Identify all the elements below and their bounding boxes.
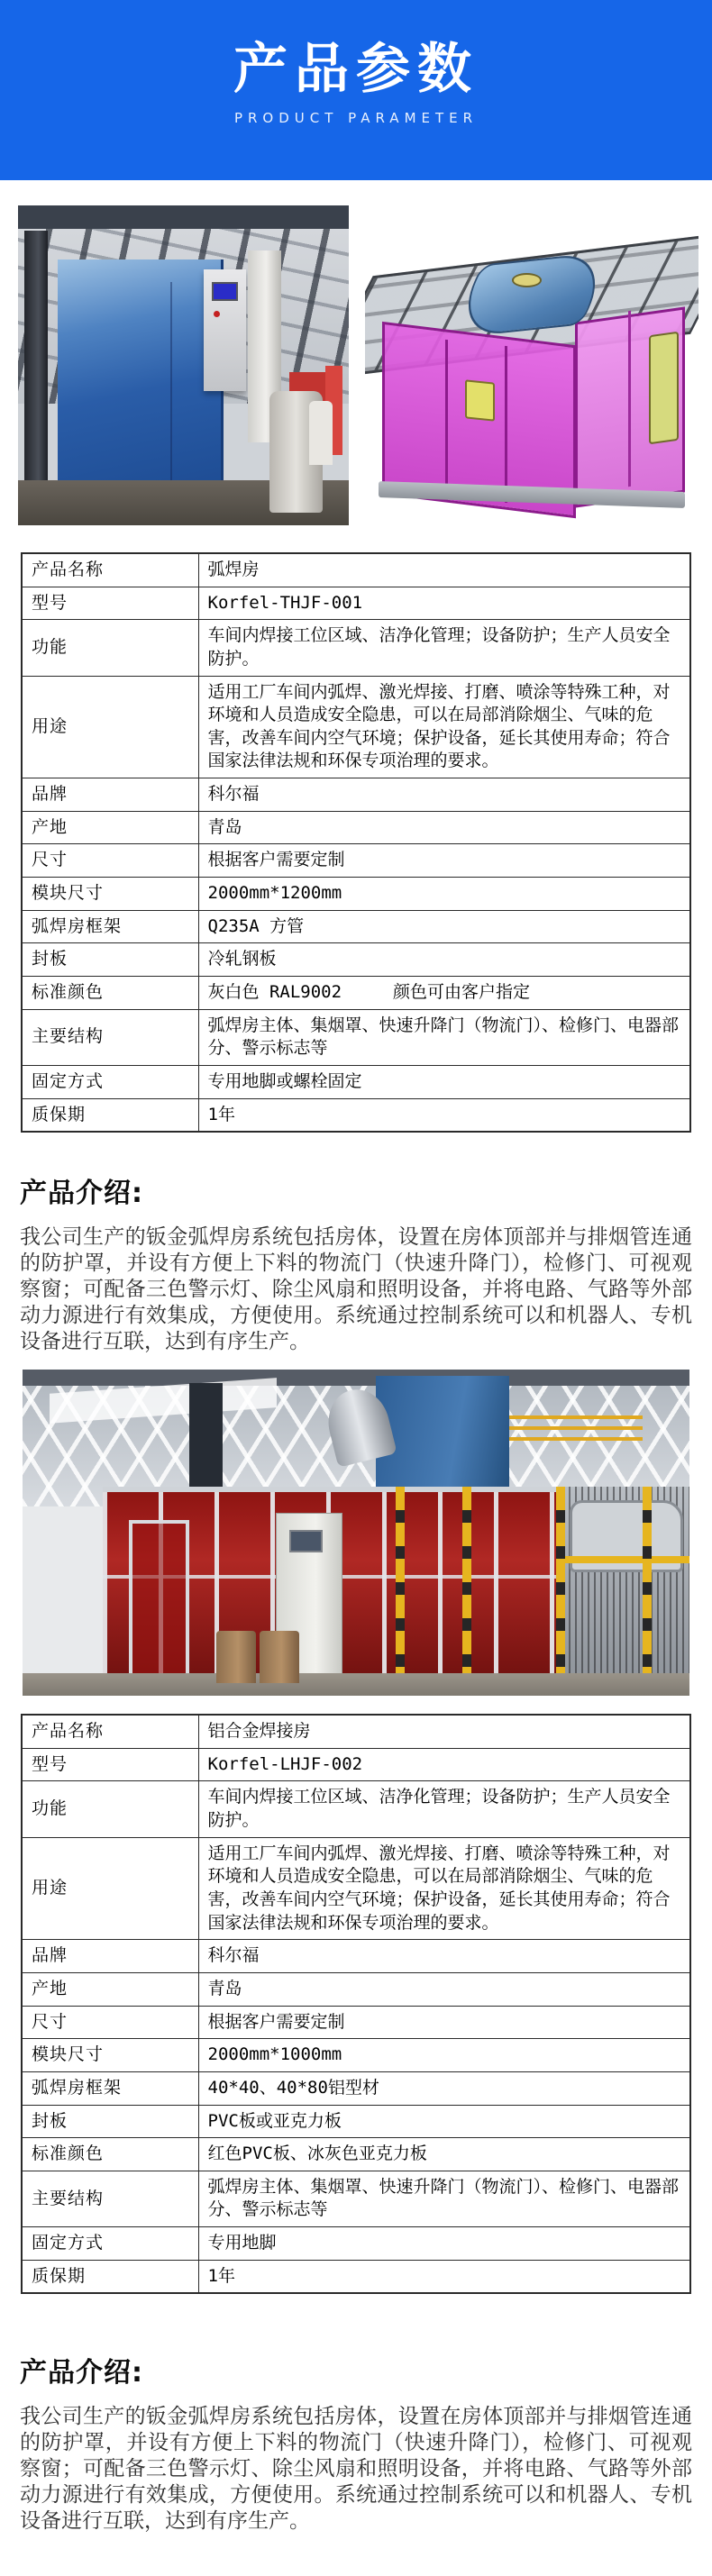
- product-intro-section-1: [20, 1170, 692, 1355]
- param-label: 封板: [22, 2105, 198, 2138]
- product-image-row: [18, 205, 694, 525]
- param-label: 标准颜色: [22, 2138, 198, 2171]
- table-row: [22, 811, 690, 844]
- intro-paragraph: 我公司生产的钣金弧焊房系统包括房体，设置在房体顶部并与排烟管连通的防护罩，并设有方便上下料的物流门（快速升降门），检修门、可视观察窗；可配备三色警示灯、除尘风扇和照明设备，并将电路、气路等外部动力源进行有效集成，方便使用。系统通过控制系统可以和机器人、专机设备进行互联，达到有序生产。: [20, 2405, 692, 2534]
- param-label: 产品名称: [22, 1715, 198, 1748]
- param-label: 型号: [22, 587, 198, 620]
- param-value: Korfel-LHJF-002: [198, 1748, 690, 1781]
- page-header-banner: [0, 0, 712, 180]
- param-label: 品牌: [22, 1940, 198, 1973]
- decor-cabinet-screen: [289, 1530, 323, 1552]
- page-subtitle: PRODUCT PARAMETER: [233, 110, 479, 126]
- decor-drum: [260, 1631, 299, 1683]
- param-label: 固定方式: [22, 1065, 198, 1098]
- param-value: 2000mm*1000mm: [198, 2039, 690, 2072]
- table-row: [22, 2171, 690, 2226]
- product-photo-red-enclosure: [23, 1370, 689, 1696]
- param-value: 40*40、40*80铝型材: [198, 2071, 690, 2105]
- param-label: 弧焊房框架: [22, 910, 198, 943]
- decor-cad-frame-line: [505, 346, 507, 503]
- param-label: 用途: [22, 1837, 198, 1940]
- table-row: [22, 1940, 690, 1973]
- param-value: 铝合金焊接房: [198, 1715, 690, 1748]
- table-row: [22, 976, 690, 1009]
- param-label: 尺寸: [22, 844, 198, 878]
- param-value: 车间内焊接工位区域、洁净化管理；设备防护；生产人员安全防护。: [198, 620, 690, 676]
- decor-roof-beam: [18, 205, 349, 229]
- decor-cad-window: [465, 380, 495, 422]
- table-row: [22, 620, 690, 676]
- param-value: PVC板或亚克力板: [198, 2105, 690, 2138]
- param-value: 弧焊房: [198, 553, 690, 587]
- param-value: 灰白色 RAL9002 颜色可由客户指定: [198, 976, 690, 1009]
- decor-striped-post: [556, 1487, 565, 1686]
- param-value: 1年: [198, 2260, 690, 2293]
- table-row: [22, 1715, 690, 1748]
- table-row: [22, 587, 690, 620]
- param-label: 标准颜色: [22, 976, 198, 1009]
- table-row: [22, 2071, 690, 2105]
- table-row: [22, 2138, 690, 2171]
- product-intro-section-2: [20, 2350, 692, 2535]
- table-row: [22, 844, 690, 878]
- param-label: 产地: [22, 811, 198, 844]
- table-row: [22, 1009, 690, 1065]
- decor-striped-post: [643, 1487, 652, 1686]
- param-label: 用途: [22, 676, 198, 778]
- decor-striped-post: [462, 1487, 471, 1686]
- product-photo-blue-welding-room: [18, 205, 349, 525]
- decor-worker: [309, 401, 333, 465]
- param-label: 型号: [22, 1748, 198, 1781]
- param-value: 青岛: [198, 811, 690, 844]
- param-label: 模块尺寸: [22, 2039, 198, 2072]
- table-row: [22, 2227, 690, 2261]
- table-row: [22, 1098, 690, 1132]
- decor-blue-machine: [58, 259, 224, 496]
- product-cad-render: [365, 205, 698, 525]
- param-value: 科尔福: [198, 778, 690, 812]
- decor-cad-door: [649, 332, 679, 444]
- decor-roof-beam: [23, 1370, 689, 1386]
- intro-heading: 产品介绍:: [20, 1178, 143, 1210]
- param-table-1: [21, 552, 691, 1133]
- param-value: 红色PVC板、冰灰色亚克力板: [198, 2138, 690, 2171]
- product-photo-red-enclosure-wrap: [23, 1370, 689, 1696]
- param-label: 质保期: [22, 2260, 198, 2293]
- param-label: 固定方式: [22, 2227, 198, 2261]
- param-label: 主要结构: [22, 1009, 198, 1065]
- table-row: [22, 553, 690, 587]
- param-value: 根据客户需要定制: [198, 2006, 690, 2039]
- decor-dust-collector: [376, 1376, 509, 1487]
- param-value: 车间内焊接工位区域、洁净化管理；设备防护；生产人员安全防护。: [198, 1781, 690, 1837]
- page-title: 产品参数: [233, 38, 479, 101]
- decor-panel-seam: [170, 282, 172, 493]
- param-value: 专用地脚或螺栓固定: [198, 1065, 690, 1098]
- param-value: 2000mm*1200mm: [198, 878, 690, 911]
- param-label: 产品名称: [22, 553, 198, 587]
- bottom-whitespace: [0, 2535, 712, 2576]
- decor-drum: [216, 1631, 256, 1683]
- param-label: 产地: [22, 1972, 198, 2006]
- decor-cad-hood-port: [512, 273, 542, 287]
- param-value: 科尔福: [198, 1940, 690, 1973]
- table-row: [22, 910, 690, 943]
- decor-pillar: [189, 1383, 223, 1494]
- table-row: [22, 2006, 690, 2039]
- param-value: 弧焊房主体、集烟罩、快速升降门（物流门）、检修门、电器部分、警示标志等: [198, 1009, 690, 1065]
- table-row: [22, 2260, 690, 2293]
- param-value: 青岛: [198, 1972, 690, 2006]
- param-label: 弧焊房框架: [22, 2071, 198, 2105]
- decor-cad-frame-line: [445, 340, 448, 500]
- param-table-2: [21, 1714, 691, 2294]
- param-value: Q235A 方管: [198, 910, 690, 943]
- intro-paragraph: 我公司生产的钣金弧焊房系统包括房体，设置在房体顶部并与排烟管连通的防护罩，并设有方便上下料的物流门（快速升降门），检修门、可视观察窗；可配备三色警示灯、除尘风扇和照明设备，并将电路、气路等外部动力源进行有效集成，方便使用。系统通过控制系统可以和机器人、专机设备进行互联，达到有序生产。: [20, 1225, 692, 1354]
- param-value: 1年: [198, 1098, 690, 1132]
- decor-panel-screen: [212, 282, 238, 301]
- table-row: [22, 943, 690, 977]
- table-row: [22, 1972, 690, 2006]
- table-row: [22, 2039, 690, 2072]
- table-row: [22, 1065, 690, 1098]
- param-value: 根据客户需要定制: [198, 844, 690, 878]
- param-label: 尺寸: [22, 2006, 198, 2039]
- param-value: 冷轧钢板: [198, 943, 690, 977]
- table-row: [22, 1748, 690, 1781]
- table-row: [22, 1837, 690, 1940]
- param-value: 适用工厂车间内弧焊、激光焊接、打磨、喷涂等特殊工种，对环境和人员造成安全隐患，可以在局部消除烟尘、气味的危害，改善车间内空气环境；保护设备，延长其使用寿命；符合国家法律法规和环保专项治理的要求。: [198, 1837, 690, 1940]
- table-row: [22, 2105, 690, 2138]
- table-row: [22, 1781, 690, 1837]
- param-label: 品牌: [22, 778, 198, 812]
- table-row: [22, 778, 690, 812]
- intro-heading: 产品介绍:: [20, 2357, 143, 2389]
- param-value: 专用地脚: [198, 2227, 690, 2261]
- decor-stop-button: [214, 311, 220, 317]
- decor-cad-frame-line: [628, 311, 631, 487]
- param-label: 模块尺寸: [22, 878, 198, 911]
- decor-yellow-beam: [556, 1556, 689, 1563]
- table-row: [22, 676, 690, 778]
- param-label: 封板: [22, 943, 198, 977]
- param-value: 弧焊房主体、集烟罩、快速升降门（物流门）、检修门、电器部分、警示标志等: [198, 2171, 690, 2226]
- decor-yellow-railing: [509, 1415, 643, 1419]
- decor-enclosure-door: [129, 1520, 189, 1683]
- decor-floor: [23, 1673, 689, 1696]
- decor-striped-post: [396, 1487, 405, 1686]
- param-label: 主要结构: [22, 2171, 198, 2226]
- table-row: [22, 878, 690, 911]
- param-label: 质保期: [22, 1098, 198, 1132]
- param-label: 功能: [22, 620, 198, 676]
- param-value: Korfel-THJF-001: [198, 587, 690, 620]
- param-label: 功能: [22, 1781, 198, 1837]
- param-value: 适用工厂车间内弧焊、激光焊接、打磨、喷涂等特殊工种，对环境和人员造成安全隐患，可以在局部消除烟尘、气味的危害，改善车间内空气环境；保护设备，延长其使用寿命；符合国家法律法规和环保专项治理的要求。: [198, 676, 690, 778]
